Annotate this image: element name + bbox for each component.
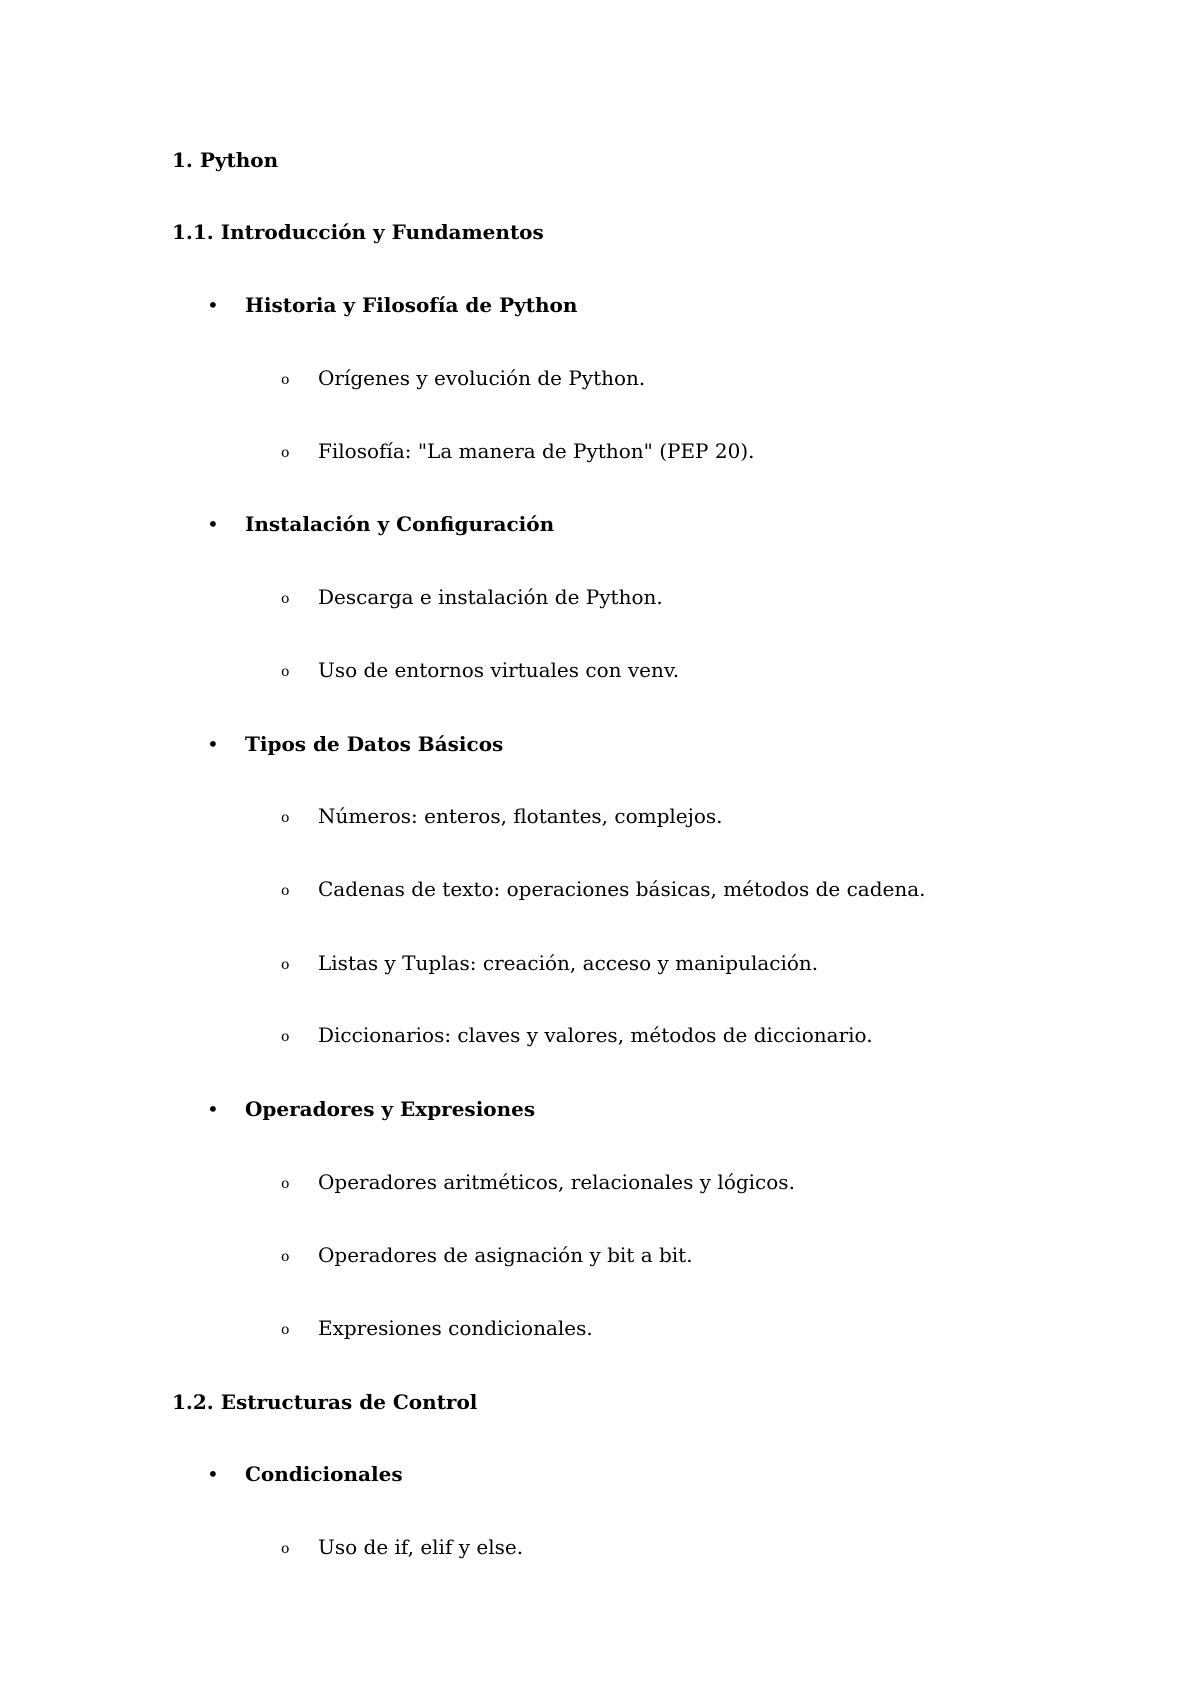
heading-estructuras-control: 1.2. Estructuras de Control (172, 1390, 478, 1414)
list-item-title: Operadores y Expresiones (245, 1097, 536, 1121)
bullet-icon: • (207, 1097, 219, 1121)
sub-list-item (281, 876, 926, 902)
sub-list-item (281, 584, 663, 610)
bullet-icon: • (207, 512, 219, 536)
sub-list-item-text: Operadores aritméticos, relacionales y lógicos. (318, 1170, 795, 1194)
list-item-operadores (207, 1096, 535, 1122)
circle-bullet-icon: o (281, 664, 290, 680)
sub-list-item (281, 1169, 795, 1195)
sub-list-item (281, 1242, 693, 1268)
circle-bullet-icon: o (281, 957, 290, 973)
circle-bullet-icon: o (281, 591, 290, 607)
list-item-historia (207, 292, 577, 318)
sub-list-item-text: Listas y Tuplas: creación, acceso y manipulación. (318, 951, 819, 975)
heading-introduccion-fundamentos: 1.1. Introducción y Fundamentos (172, 220, 544, 244)
sub-list-item (281, 1022, 873, 1048)
list-item-title: Instalación y Configuración (245, 512, 555, 536)
list-item-instalacion (207, 511, 554, 537)
sub-list-item-text: Descarga e instalación de Python. (318, 585, 663, 609)
circle-bullet-icon: o (281, 1176, 290, 1192)
list-item-title: Condicionales (245, 1462, 403, 1486)
sub-list-item-text: Números: enteros, flotantes, complejos. (318, 804, 723, 828)
list-item-title: Historia y Filosofía de Python (245, 293, 578, 317)
sub-list-item-text: Expresiones condicionales. (318, 1316, 593, 1340)
circle-bullet-icon: o (281, 810, 290, 826)
circle-bullet-icon: o (281, 372, 290, 388)
sub-list-item (281, 1315, 593, 1341)
list-item-condicionales (207, 1461, 403, 1487)
sub-list-item-text: Operadores de asignación y bit a bit. (318, 1243, 693, 1267)
bullet-icon: • (207, 1462, 219, 1486)
sub-list-item (281, 438, 754, 464)
circle-bullet-icon: o (281, 1322, 290, 1338)
sub-list-item-text: Uso de if, elif y else. (318, 1535, 524, 1559)
sub-list-item-text: Orígenes y evolución de Python. (318, 366, 646, 390)
bullet-icon: • (207, 293, 219, 317)
sub-list-item-text: Uso de entornos virtuales con venv. (318, 658, 680, 682)
sub-list-item (281, 1534, 523, 1560)
circle-bullet-icon: o (281, 445, 290, 461)
sub-list-item-text: Diccionarios: claves y valores, métodos de diccionario. (318, 1023, 873, 1047)
heading-python: 1. Python (172, 148, 279, 172)
bullet-icon: • (207, 732, 219, 756)
sub-list-item-text: Filosofía: "La manera de Python" (PEP 20). (318, 439, 755, 463)
list-item-title: Tipos de Datos Básicos (245, 732, 504, 756)
sub-list-item (281, 365, 645, 391)
sub-list-item (281, 950, 818, 976)
sub-list-item-text: Cadenas de texto: operaciones básicas, métodos de cadena. (318, 877, 926, 901)
circle-bullet-icon: o (281, 1029, 290, 1045)
sub-list-item (281, 803, 723, 829)
circle-bullet-icon: o (281, 1249, 290, 1265)
sub-list-item (281, 657, 679, 683)
circle-bullet-icon: o (281, 1541, 290, 1557)
circle-bullet-icon: o (281, 883, 290, 899)
list-item-tipos-datos (207, 731, 503, 757)
